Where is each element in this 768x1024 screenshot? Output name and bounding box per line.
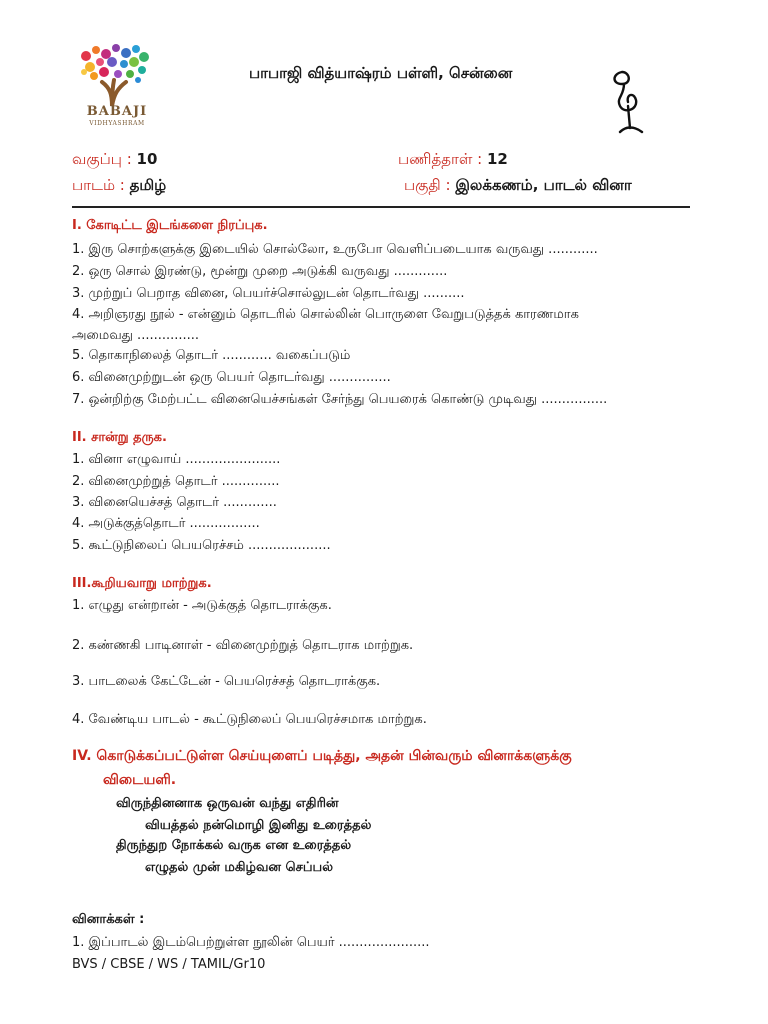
section-field: [404, 176, 632, 196]
worksheet-value: 12: [487, 150, 508, 168]
section-1-heading: I. கோடிட்ட இடங்களை நிரப்புக.: [72, 218, 268, 233]
section-1-item: 6. வினைமுற்றுடன் ஒரு பெயர் தொடர்வது ...............: [72, 370, 391, 385]
subject-label: பாடம் :: [72, 176, 125, 194]
poem-line: விருந்தினனாக ஒருவன் வந்து எதிரின்: [116, 796, 339, 811]
section-value: இலக்கணம், பாடல் வினா: [455, 176, 632, 194]
section-4-heading: IV. கொடுக்கப்பட்டுள்ள செய்யுளைப் படித்து, அதன் பின்வரும் வினாக்களுக்கு: [72, 748, 572, 764]
class-label: வகுப்பு :: [72, 150, 132, 168]
questions-label: வினாக்கள் :: [72, 912, 145, 927]
section-3-heading: III.கூறியவாறு மாற்றுக.: [72, 576, 212, 591]
section-1-item: 5. தொகாநிலைத் தொடர் ............ வகைப்படும்: [72, 348, 351, 363]
section-4-heading-continued: விடையளி.: [103, 772, 177, 788]
section-2-item: 1. வினா எழுவாய் .......................: [72, 452, 281, 467]
worksheet-field: [398, 150, 508, 170]
school-logo-text: [70, 104, 164, 127]
logo-title: BABAJI: [86, 104, 148, 119]
section-2-item: 2. வினைமுற்றுத் தொடர் ..............: [72, 474, 280, 489]
section-3-item: 2. கண்ணகி பாடினாள் - வினைமுற்றுத் தொடராக மாற்றுக.: [72, 638, 414, 653]
class-field: [72, 150, 157, 170]
worksheet-label: பணித்தாள் :: [398, 150, 483, 168]
section-2-item: 5. கூட்டுநிலைப் பெயரெச்சம் ....................: [72, 538, 331, 553]
section-2-heading: II. சான்று தருக.: [72, 430, 167, 445]
poem-line: திருந்துற நோக்கல் வருக என உரைத்தல்: [116, 838, 352, 853]
question-item: 1. இப்பாடல் இடம்பெற்றுள்ள நூலின் பெயர் ......................: [72, 935, 430, 950]
section-1-item: 4. அறிஞரது நூல் - என்னும் தொடரில் சொல்லின் பொருளை வேறுபடுத்தக் காரணமாக: [72, 307, 579, 322]
school-name: பாபாஜி வித்யாஷ்ரம் பள்ளி, சென்னை: [249, 64, 513, 82]
poem-line: வியத்தல் நன்மொழி இனிது உரைத்தல்: [145, 818, 372, 833]
section-1-item: 1. இரு சொற்களுக்கு இடையில் சொல்லோ, உருபோ வெளிப்படையாக வருவது ............: [72, 242, 598, 257]
subject-value: தமிழ்: [129, 176, 167, 194]
subject-field: [72, 176, 166, 196]
tamil-letter-emblem-icon: [610, 66, 650, 136]
logo-subtitle: VIDHYASHRAM: [89, 120, 145, 127]
section-label: பகுதி :: [404, 176, 451, 194]
section-3-item: 4. வேண்டிய பாடல் - கூட்டுநிலைப் பெயரெச்சமாக மாற்றுக.: [72, 712, 427, 727]
class-value: 10: [136, 150, 158, 168]
section-1-item: 3. முற்றுப் பெறாத வினை, பெயர்ச்சொல்லுடன் தொடர்வது ..........: [72, 286, 465, 301]
section-3-item: 1. எழுது என்றான் - அடுக்குத் தொடராக்குக.: [72, 598, 332, 613]
section-1-item: 7. ஒன்றிற்கு மேற்பட்ட வினையெச்சங்கள் சேர்ந்து பெயரைக் கொண்டு முடிவது ................: [72, 392, 608, 407]
header-divider: [72, 206, 690, 208]
section-1-item: அமைவது ...............: [72, 328, 200, 343]
section-3-item: 3. பாடலைக் கேட்டேன் - பெயரெச்சத் தொடராக்குக.: [72, 674, 381, 689]
poem-line: எழுதல் முன் மகிழ்வன செப்பல்: [145, 860, 333, 875]
section-1-item: 2. ஒரு சொல் இரண்டு, மூன்று முறை அடுக்கி வருவது .............: [72, 264, 448, 279]
section-2-item: 3. வினையெச்சத் தொடர் .............: [72, 495, 277, 510]
section-2-item: 4. அடுக்குத்தொடர் .................: [72, 516, 260, 531]
footer-code: BVS / CBSE / WS / TAMIL/Gr10: [72, 957, 266, 972]
